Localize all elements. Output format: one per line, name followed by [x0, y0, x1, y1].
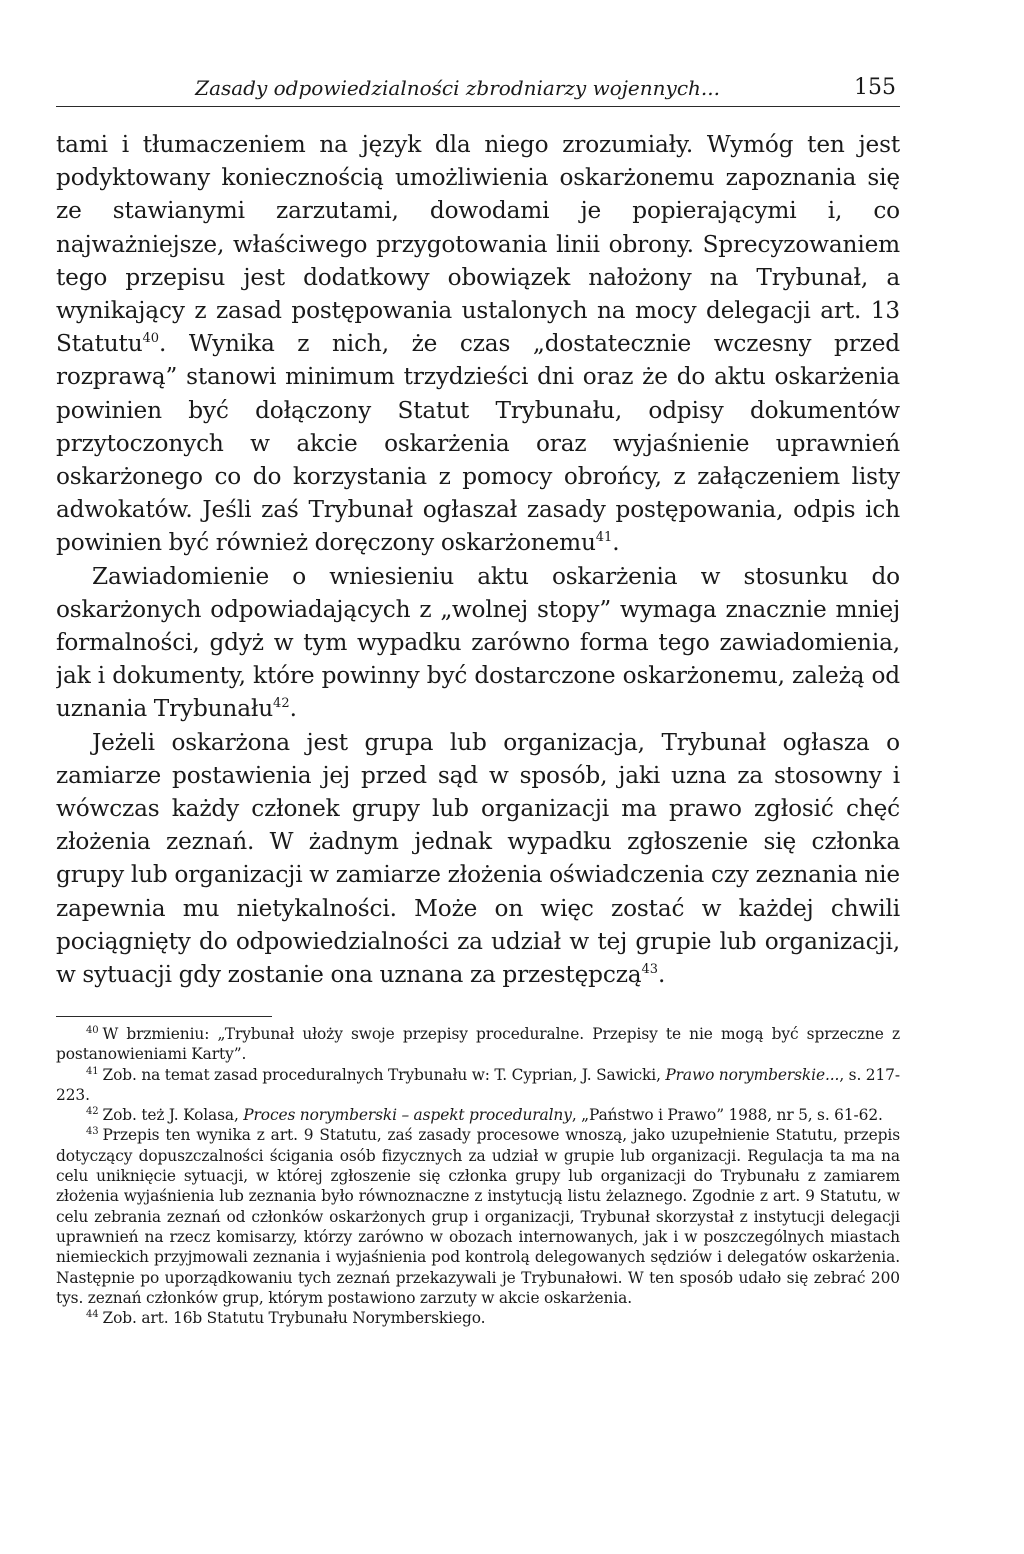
footnote-41 — [56, 1065, 900, 1106]
text-run: . — [289, 695, 297, 723]
text-run: . — [612, 529, 620, 557]
footnote-text: Zob. art. 16b Statutu Trybunału Norymberskiego. — [102, 1309, 486, 1328]
footnote-number: 40 — [86, 1025, 99, 1036]
running-title: Zasady odpowiedzialności zbrodniarzy wojennych... — [195, 76, 720, 100]
paragraph — [56, 560, 900, 726]
footnote-43 — [56, 1125, 900, 1308]
footnote-number: 43 — [86, 1126, 99, 1138]
footnote-40 — [56, 1024, 900, 1065]
footnote-number: 44 — [86, 1309, 99, 1321]
footnote-text: Przepis ten wynika z art. 9 Statutu, zaś zasady procesowe wnoszą, jako uzupełnienie Statutu, przepis dotyczący dopuszczalności ścigania osób fizycznych za udział w grupie lub organizacji. Regulacja ta ma na celu uniknięcie sytuacji, w której zgłoszenie się członka grupy lub organizacji do Trybunału z zamiarem złożenia wyjaśnienia lub zeznania było równoznaczne z instytucją listu żelaznego. Zgodnie z art. 9 Statutu, w celu zebrania zeznań od członków oskarżonych grup i organizacji, Trybunał skorzystał z instytucji delegacji uprawnień na rzecz komisarzy, którzy zarówno w obozach internowanych, jak i w poszczególnych miastach niemieckich przyjmowali zeznania i wyjaśnienia pod kontrolą delegowanych sędziów i delegatów oskarżenia. Następnie po uporządkowaniu tych zeznań przekazywali je Trybunałowi. W ten sposób udało się zebrać 200 tys. zeznań członków grup, którym postawiono zarzuty w akcie oskarżenia. — [56, 1126, 900, 1307]
page-number: 155 — [854, 75, 896, 100]
footnotes — [56, 1024, 900, 1504]
footnote-ref-41[interactable]: 41 — [595, 530, 613, 546]
text-run: . — [657, 961, 666, 988]
footnote-number: 42 — [86, 1106, 99, 1118]
footnote-ref-40[interactable]: 40 — [142, 331, 160, 347]
text-run: Jeżeli oskarżona jest grupa lub organizacja, Trybunał ogłasza o zamiarze postawienia jej przed sąd w sposób, jaki uzna za stosowny i wówczas każdy członek grupy lub organizacji ma prawo zgłosić chęć złożenia zeznań. W żadnym jednak wypadku zgłoszenie się członka grupy lub organizacji w zamiarze złożenia oświadczenia czy zeznania nie zapewnia mu nietykalności. Może on więc zostać w każdej chwili pociągnięty do odpowiedzialności za udział w tej grupie lub organizacji, w sytuacji gdy zostanie ona uznana za przestępczą — [56, 728, 900, 988]
cited-work-title: Prawo norymberskie... — [665, 1065, 840, 1084]
footnote-number: 41 — [86, 1065, 99, 1077]
footnote-42 — [56, 1105, 900, 1125]
footnote-rule — [56, 1016, 272, 1017]
footnote-text: , s. 217-223. — [56, 1065, 900, 1104]
main-text — [56, 128, 900, 988]
footnote-text: , „Państwo i Prawo” 1988, nr 5, s. 61-62. — [571, 1106, 883, 1125]
footnote-text: Zob. na temat zasad proceduralnych Trybunału w: T. Cyprian, J. Sawicki, — [102, 1065, 661, 1084]
paragraph — [56, 726, 900, 988]
footnote-ref-42[interactable]: 42 — [273, 696, 290, 712]
footnote-text: Zob. też J. Kolasa, — [102, 1106, 239, 1125]
footnote-text: W brzmieniu: „Trybunał ułoży swoje przepisy proceduralne. Przepisy te nie mogą być sprzeczne z postanowieniami Karty”. — [56, 1025, 900, 1064]
text-run: . Wynika z nich, że czas „dostatecznie wczesny przed rozprawą” stanowi minimum trzydzieści dni oraz że do aktu oskarżenia powinien być dołączony Statut Trybunału, odpisy dokumentów przytoczonych w akcie oskarżenia oraz wyjaśnienie uprawnień oskarżonego co do korzystania z pomocy obrońcy, z załączeniem listy adwokatów. Jeśli zaś Trybunał ogłaszał zasady postępowania, odpis ich powinien być również doręczony oskarżonemu — [56, 330, 900, 557]
running-head — [56, 70, 898, 106]
footnote-ref-43[interactable]: 43 — [641, 962, 658, 978]
header-rule — [56, 106, 900, 107]
footnote-44 — [56, 1308, 900, 1328]
paragraph — [56, 128, 900, 560]
cited-work-title: Proces norymberski – aspekt proceduralny — [243, 1106, 572, 1125]
text-run: Zawiadomienie o wniesieniu aktu oskarżenia w stosunku do oskarżonych odpowiadających z „wolnej stopy” wymaga znacznie mniej formalności, gdyż w tym wypadku zarówno forma tego zawiadomienia, jak i dokumenty, które powinny być dostarczone oskarżonemu, zależą od uznania Trybunału — [56, 562, 900, 723]
text-run: tami i tłumaczeniem na język dla niego zrozumiały. Wymóg ten jest podyktowany koniecznością umożliwienia oskarżonemu zapoznania się ze stawianymi zarzutami, dowodami je popierającymi i, co najważniejsze, właściwego przygotowania linii obrony. Sprecyzowaniem tego przepisu jest dodatkowy obowiązek nałożony na Trybunał, a wynikający z zasad postępowania ustalonych na mocy delegacji art. 13 Statutu — [56, 131, 900, 358]
